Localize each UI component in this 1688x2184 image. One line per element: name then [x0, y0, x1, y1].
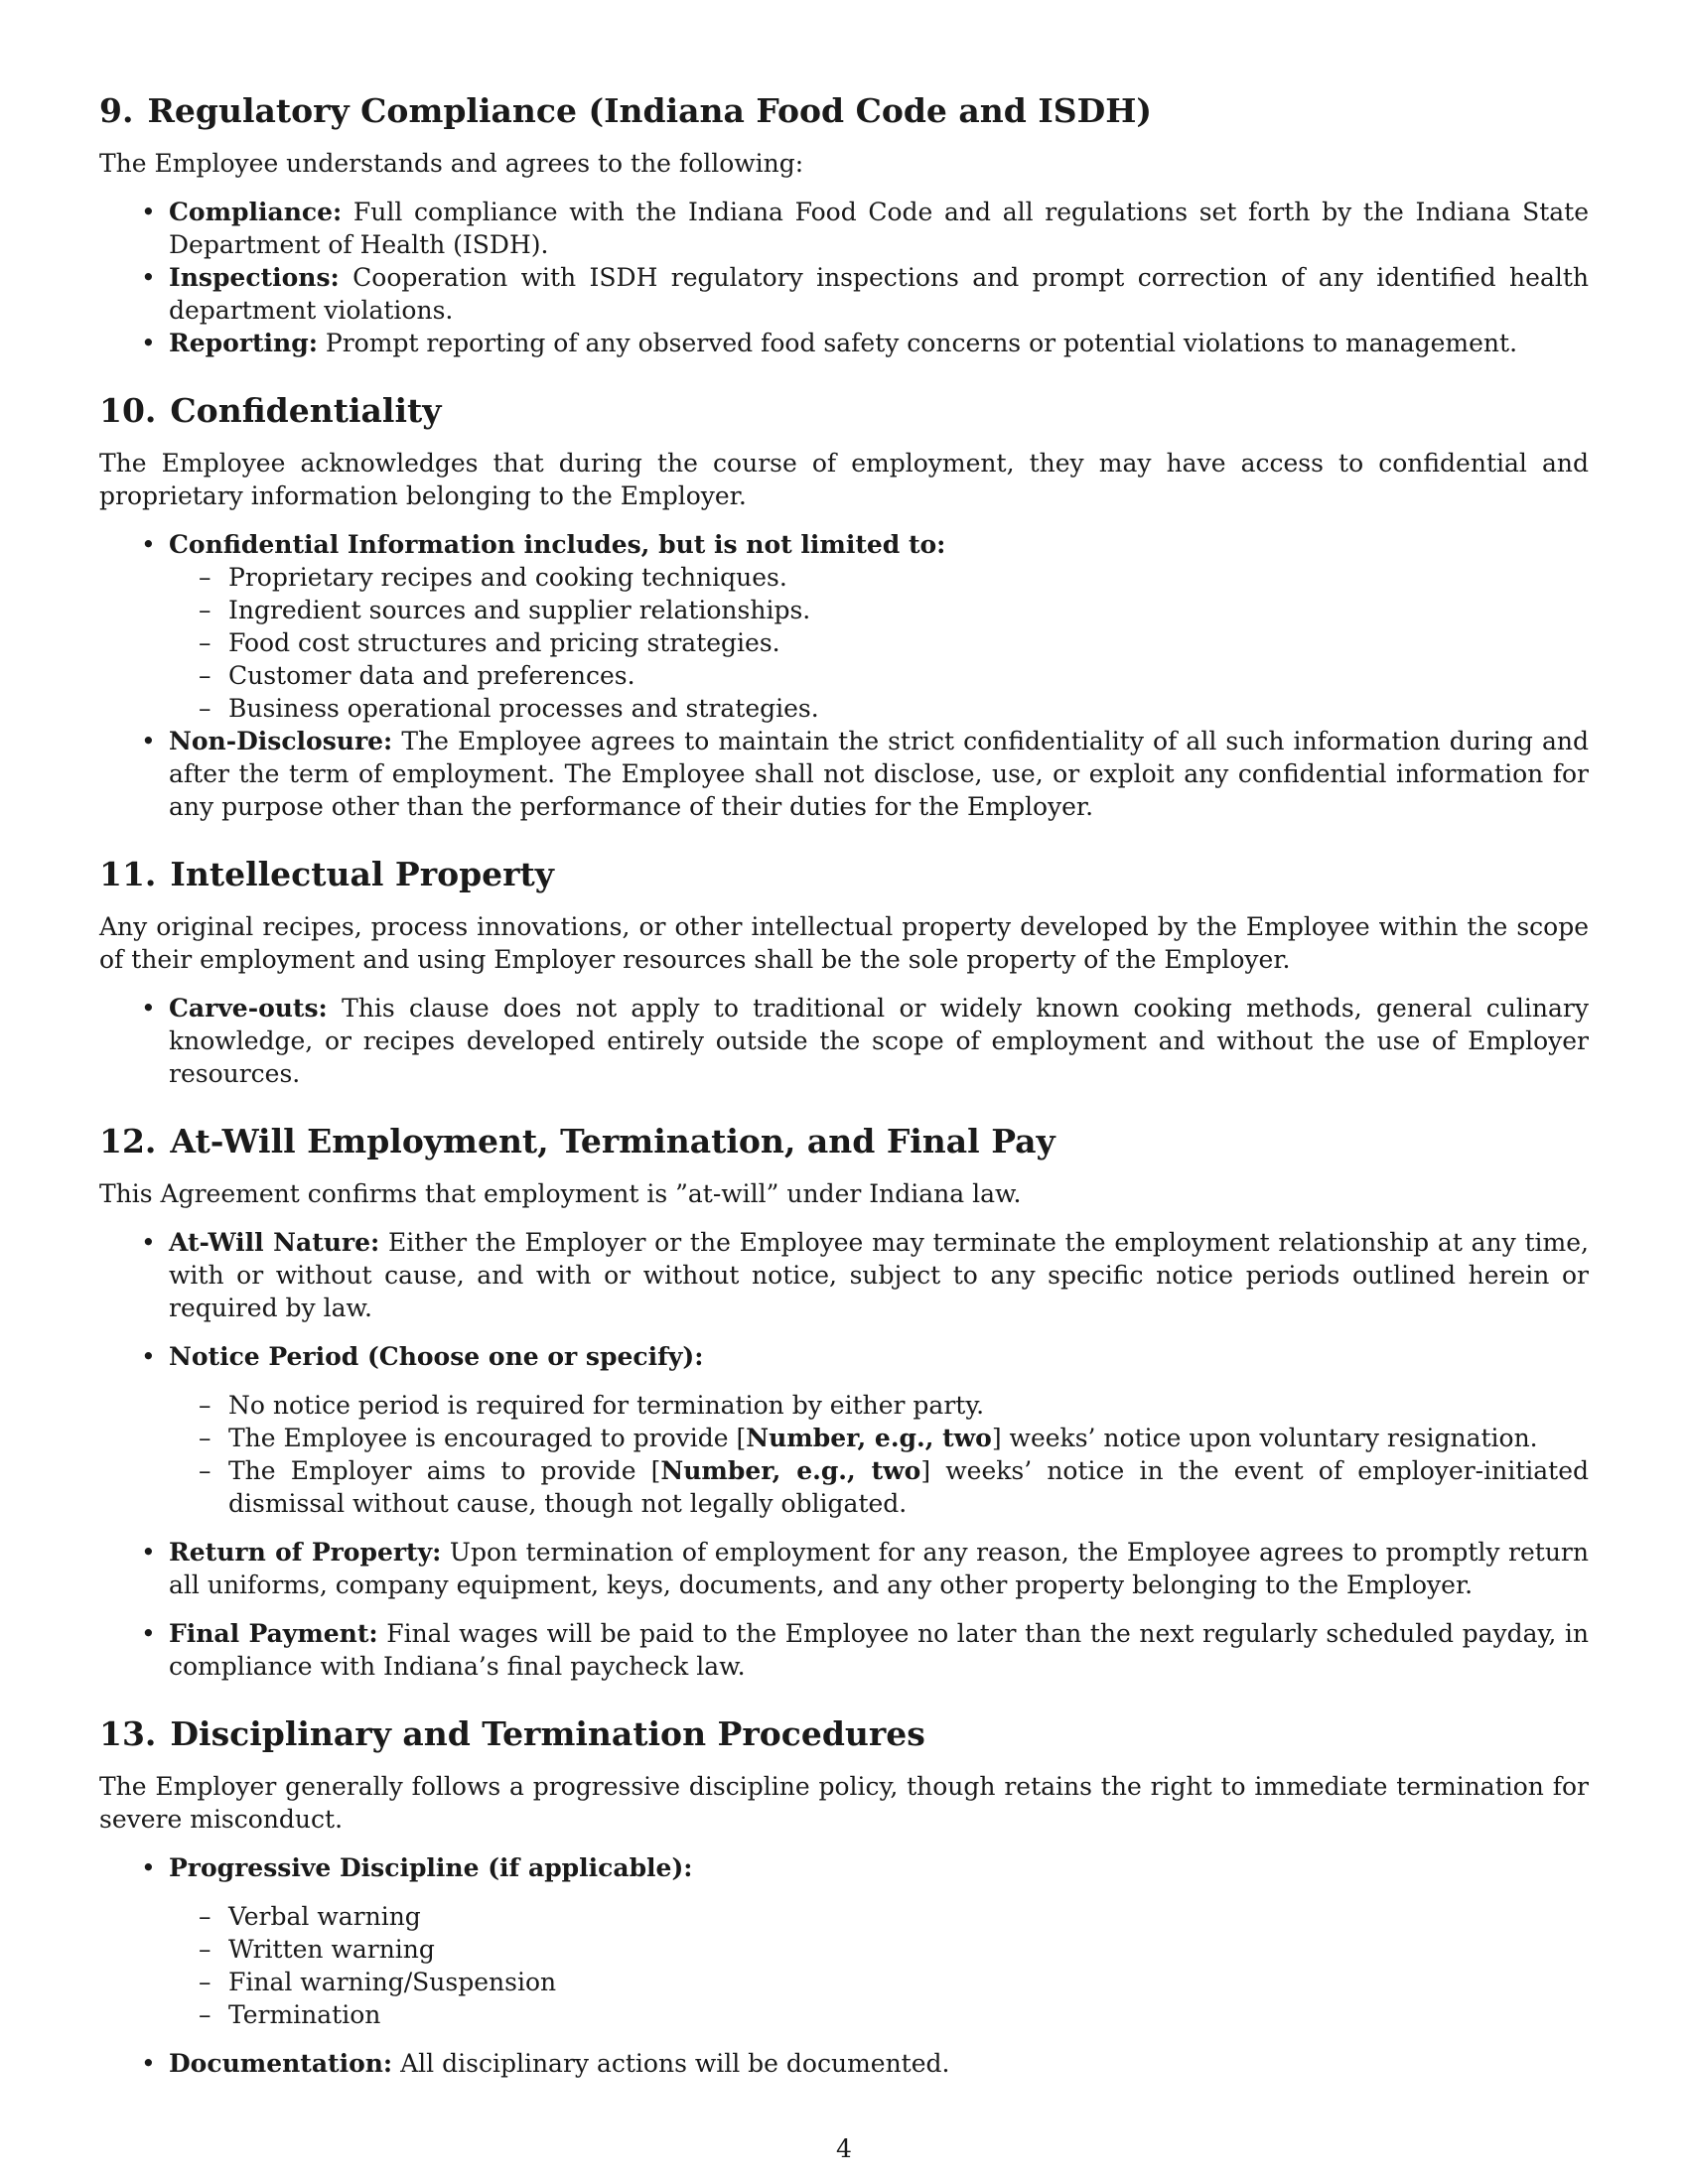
- section-intro: The Employer generally follows a progressive discipline policy, though retains the right to immediate termination for severe misconduct.: [99, 1772, 1589, 1834]
- list-item: • Documentation: All disciplinary actions will be documented.: [169, 2047, 1589, 2080]
- sub-list: [169, 561, 1589, 725]
- list-item: • Compliance: Full compliance with the Indiana Food Code and all regulations set forth by the Indiana State Department of Health (ISDH).: [169, 196, 1589, 261]
- sub-list: [169, 1389, 1589, 1520]
- list-item: • Notice Period (Choose one or specify): – No notice period is required for termination by either party. – The Employee is encouraged to provide [Number, e.g., two] weeks’ notice upon voluntary resignation. – The Employer aims to provide [Number, e.g., two] weeks’ notice in the event of employer-initiated dismissal without cause, though not legally obligated.: [169, 1340, 1589, 1520]
- section-13: [99, 1714, 1589, 2080]
- section-heading: 12. At-Will Employment, Termination, and Final Pay: [99, 1122, 1055, 1160]
- sub-list-item: – Ingredient sources and supplier relationships.: [228, 594, 1589, 626]
- section-heading: 10. Confidentiality: [99, 391, 442, 430]
- section-heading: 9. Regulatory Compliance (Indiana Food Code and ISDH): [99, 91, 1153, 130]
- sub-list-item: – Final warning/Suspension: [228, 1966, 1589, 1998]
- bullet-list: [99, 1851, 1589, 2080]
- document-page: [99, 91, 1589, 2112]
- bullet-list: [99, 528, 1589, 823]
- section-intro: This Agreement confirms that employment is ”at-will” under Indiana law.: [99, 1179, 1022, 1208]
- list-item: • Reporting: Prompt reporting of any observed food safety concerns or potential violations to management.: [169, 327, 1589, 359]
- section-intro: Any original recipes, process innovations, or other intellectual property developed by the Employee within the scope of their employment and using Employer resources shall be the sole property of the Employer.: [99, 912, 1589, 974]
- list-item: • Inspections: Cooperation with ISDH regulatory inspections and prompt correction of any identified health department violations.: [169, 261, 1589, 327]
- section-10: [99, 391, 1589, 823]
- sub-list-item: – Verbal warning: [228, 1900, 1589, 1933]
- sub-list-item: – The Employer aims to provide [Number, e.g., two] weeks’ notice in the event of employer-initiated dismissal without cause, though not legally obligated.: [228, 1454, 1589, 1520]
- placeholder-field: Number, e.g., two: [660, 1456, 921, 1485]
- bullet-list: [99, 1226, 1589, 1683]
- section-heading: 13. Disciplinary and Termination Procedures: [99, 1714, 925, 1753]
- sub-list: [169, 1900, 1589, 2031]
- sub-list-item: – The Employee is encouraged to provide [Number, e.g., two] weeks’ notice upon voluntary resignation.: [228, 1422, 1589, 1454]
- section-intro: The Employee acknowledges that during the course of employment, they may have access to confidential and proprietary information belonging to the Employer.: [99, 449, 1589, 510]
- sub-list-item: – Food cost structures and pricing strategies.: [228, 626, 1589, 659]
- sub-list-item: – Business operational processes and strategies.: [228, 692, 1589, 725]
- list-item: • Final Payment: Final wages will be paid to the Employee no later than the next regularly scheduled payday, in compliance with Indiana’s final paycheck law.: [169, 1617, 1589, 1683]
- section-intro: The Employee understands and agrees to the following:: [99, 149, 804, 178]
- list-item: • Progressive Discipline (if applicable): – Verbal warning – Written warning – Final warning/Suspension – Termination: [169, 1851, 1589, 2031]
- sub-list-item: – Termination: [228, 1998, 1589, 2031]
- list-item: • Carve-outs: This clause does not apply to traditional or widely known cooking methods, general culinary knowledge, or recipes developed entirely outside the scope of employment and without the use of Employer resources.: [169, 992, 1589, 1090]
- list-item: • Return of Property: Upon termination of employment for any reason, the Employee agrees to promptly return all uniforms, company equipment, keys, documents, and any other property belonging to the Employer.: [169, 1536, 1589, 1601]
- section-9: [99, 91, 1589, 359]
- bullet-list: [99, 196, 1589, 359]
- section-11: [99, 855, 1589, 1090]
- sub-list-item: – Customer data and preferences.: [228, 659, 1589, 692]
- page-number: 4: [836, 2134, 852, 2163]
- sub-list-item: – Written warning: [228, 1933, 1589, 1966]
- list-item: • At-Will Nature: Either the Employer or the Employee may terminate the employment relationship at any time, with or without cause, and with or without notice, subject to any specific notice periods outlined herein or required by law.: [169, 1226, 1589, 1324]
- sub-list-item: – Proprietary recipes and cooking techniques.: [228, 561, 1589, 594]
- list-item: • Confidential Information includes, but is not limited to: – Proprietary recipes and cooking techniques. – Ingredient sources and supplier relationships. – Food cost structures and pricing strategies. – Customer data and preferences. – Business operational processes and strategies.: [169, 528, 1589, 725]
- section-12: [99, 1122, 1589, 1683]
- list-item: • Non-Disclosure: The Employee agrees to maintain the strict confidentiality of all such information during and after the term of employment. The Employee shall not disclose, use, or exploit any confidential information for any purpose other than the performance of their duties for the Employer.: [169, 725, 1589, 823]
- section-heading: 11. Intellectual Property: [99, 855, 554, 893]
- sub-list-item: – No notice period is required for termination by either party.: [228, 1389, 1589, 1422]
- placeholder-field: Number, e.g., two: [746, 1424, 992, 1452]
- bullet-list: [99, 992, 1589, 1090]
